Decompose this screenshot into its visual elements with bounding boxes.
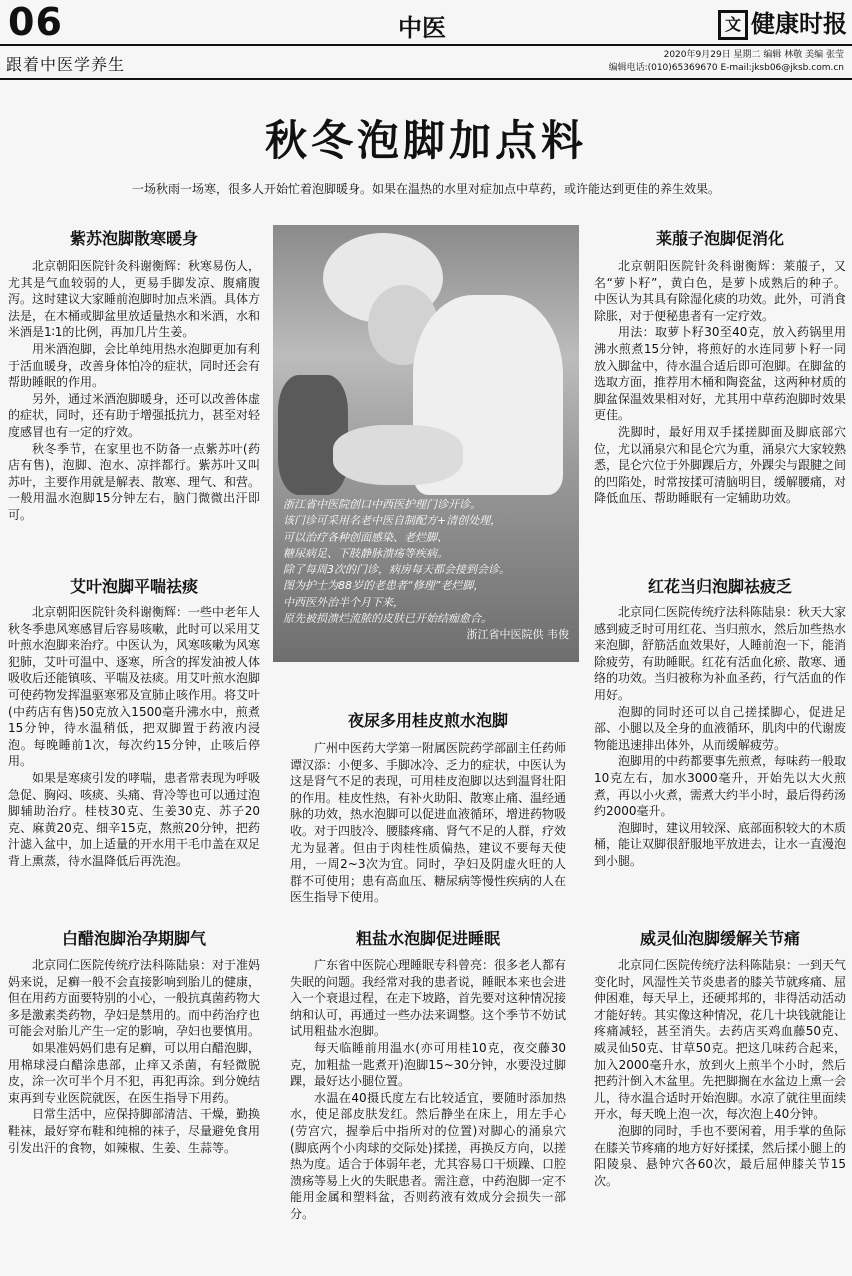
caption-line: 可以治疗各种创面感染、老烂脚、 [283, 530, 448, 544]
column-title: 跟着中医学养生 [6, 55, 126, 74]
paragraph: 如果是寒痰引发的哮喘，患者常表现为呼吸急促、胸闷、咳痰、头痛、背冷等也可以通过泡脚辅助治疗。桂枝30克、生姜30克、苏子20克、麻黄20克、细辛15克，熬煎20分钟，把药汁滤入盆中，加上适量的开水用干毛巾盖在双足背上熏蒸，待水温降低后再洗泡。 [8, 770, 261, 868]
paragraph: 北京朝阳医院针灸科谢衡辉：莱菔子，又名“萝卜籽”，黄白色，是萝卜成熟后的种子。中医认为其具有除湿化痰的功效。此外，可消食除胀，对于便秘患者有一定疗效。 [594, 259, 847, 323]
article-title: 粗盐水泡脚促进睡眠 [355, 929, 500, 948]
caption-line: 图为护士为88岁的老患者“修理”老烂脚， [283, 579, 485, 593]
paragraph: 北京朝阳医院针灸科谢衡辉：一些中老年人秋冬季患风寒感冒后容易咳嗽，此时可以采用艾叶煎水泡脚来治疗。中医认为，风寒咳嗽为风寒犯肺，艾叶可温中、逐寒，所含的挥发油被人体吸收后还能镇咳、平喘及祛痰。用艾叶煎水泡脚可使药物发挥温驱寒邪及宣肺止咳作用。将艾叶(中药店有售)50克放入1500毫升沸水中，煎煮15分钟，待水温稍低，把双脚置于药液内浸泡。每晚睡前1次，每次约15分钟，止咳后停用。 [8, 605, 261, 769]
photo-patient-leg [278, 375, 348, 495]
photo-caption [283, 497, 569, 644]
article-title: 艾叶泡脚平喘祛痰 [69, 577, 198, 596]
header-rule [0, 44, 852, 46]
logo-mark-icon: 文 [718, 10, 748, 40]
caption-line: 浙江省中医院创口中西医护理门诊开诊。 [283, 498, 481, 511]
article-body [8, 604, 260, 870]
photo-credit: 浙江省中医院供 韦俊 [466, 628, 569, 642]
photo-gauze [333, 425, 463, 485]
paragraph: 每天临睡前用温水(亦可用桂10克，夜交藤30克，加粗盐一匙煮开)泡脚15~30分钟，水要没过脚踝，最好达小腿位置。 [290, 1040, 566, 1089]
article-body [594, 604, 846, 870]
paragraph: 泡脚时，建议用较深、底部面积较大的木质桶，能让双脚很舒服地平放进去，让水一直漫泡到小腿。 [594, 820, 847, 868]
paragraph: 广东省中医院心理睡眠专科曾亮：很多老人都有失眠的问题。我经常对我的患者说，睡眠本来也会进入一个衰退过程，在走下坡路，首先要对这种情况接纳和认可，再通过一些办法来调整。这个季节不妨试试用粗盐水泡脚。 [290, 958, 567, 1039]
issue-meta [609, 49, 844, 75]
article-body [594, 258, 846, 507]
subtitle: 一场秋雨一场寒，很多人开始忙着泡脚暖身。如果在温热的水里对症加点中草药，或许能达到更佳的养生效果。 [131, 182, 720, 196]
paragraph: 北京朝阳医院针灸科谢衡辉：秋寒易伤人，尤其是气血较弱的人，更易手脚发凉、腹痛腹泻。这时建议大家睡前泡脚时加点米酒。具体方法是，在木桶或脚盆里放适量热水和米酒，水和米酒是1∶1的比例，再加几片生姜。 [8, 259, 261, 340]
caption-line: 除了每周3次的门诊，病房每天都会接到会诊。 [283, 563, 510, 577]
paragraph: 用法：取萝卜籽30至40克，放入药锅里用沸水煎煮15分钟，将煎好的水连同萝卜籽一同放入脚盆中，待水温合适后即可泡脚。在脚盆的选取方面，推荐用木桶和陶瓷盆，这两种材质的脚盆保温效果相对好，尤其用中草药泡脚时效果更佳。 [594, 325, 847, 423]
paragraph: 泡脚用的中药都要事先煎煮，每味药一般取10克左右，加水3000毫升，开始先以大火煎煮，再以小火煮，需煮大约半小时，最后得药汤约2000毫升。 [594, 754, 847, 819]
section-title: 中医 [398, 14, 446, 42]
article-title: 红花当归泡脚祛疲乏 [647, 577, 792, 596]
paragraph: 泡脚的同时还可以自己搓揉脚心，促进足部、小腿以及全身的血液循环，肌肉中的代谢废物能迅速排出体外，从而缓解疲劳。 [594, 704, 847, 752]
article-body [594, 957, 846, 1189]
article-title: 紫苏泡脚散寒暖身 [69, 229, 198, 248]
issue-contact: 编辑电话:(010)65369670 E-mail:jksb06@jksb.com.cn [608, 63, 844, 73]
article-body [8, 258, 260, 524]
caption-line: 中西医外治半个月下来， [283, 595, 404, 609]
article-title: 白醋泡脚治孕期脚气 [61, 929, 206, 948]
paragraph: 水温在40摄氏度左右比较适宜，要随时添加热水，使足部皮肤发红。然后静坐在床上，用左手心(劳宫穴，握拳后中指所对的位置)对脚心的涌泉穴(脚底两个小肉球的交际处)揉搓，再换反方向，以搓热为度。适合于体弱年老，尤其容易口干烦躁、口腔溃疡等易上火的失眠患者。需注意，中药泡脚一定不能用金属和塑料盆，否则药液有效成分会损失一部分。 [290, 1090, 567, 1221]
paragraph: 广州中医药大学第一附属医院药学部副主任药师谭汉添：小便多、手脚冰冷、乏力的症状，中医认为这是肾气不足的表现，可用桂皮泡脚以达到温肾壮阳的作用。桂皮性热，有补火助阳、散寒止痛、温经通脉的功效，热水泡脚可以促进血液循环，增进药物吸收。对于四肢冷、腰膝疼痛、肾气不足的人群，疗效尤为显著。但由于肉桂性质偏热，建议不要每天使用，一周2~3次为宜。同时，孕妇及阴虚火旺的人群不可使用；患有高血压、糖尿病等慢性疾病的人在医生指导下使用。 [290, 741, 567, 905]
article-body [290, 957, 566, 1223]
news-photo [273, 225, 579, 662]
article-title: 莱菔子泡脚促消化 [655, 229, 784, 248]
newspaper-logo [718, 4, 847, 40]
caption-line: 糖尿病足、下肢静脉溃疡等疾病。 [283, 546, 448, 560]
paragraph: 另外，通过米酒泡脚暖身，还可以改善体虚的症状，同时，还有助于增强抵抗力，甚至对轻度感冒也有一定的疗效。 [8, 391, 261, 439]
paragraph: 北京同仁医院传统疗法科陈陆泉：秋天大家感到疲乏时可用红花、当归煎水，然后加些热水来泡脚，舒筋活血效果好，人睡前泡一下，能消除疲劳，有助睡眠。红花有活血化瘀、散寒、通络的功效。当归被称为补血圣药，行气活血的作用好。 [594, 605, 847, 702]
paragraph: 北京同仁医院传统疗法科陈陆泉：一到天气变化时，风湿性关节炎患者的膝关节就疼痛、屈伸困难，每天早上，还硬邦邦的，非得活动活动才能好转。其实像这种情况，花几十块钱就能让疼痛减轻，甚至消失。去药店买鸡血藤50克、威灵仙50克、甘草50克。把这几味药合起来，加入2000毫升水，放到火上煎半个小时，然后把药汁倒入木盆里。先把脚搁在水盆边上熏一会儿，待水温合适时开始泡脚。水凉了就往里面续开水，每天晚上泡一次，每次泡上40分钟。 [594, 958, 847, 1122]
article-title: 夜尿多用桂皮煎水泡脚 [347, 711, 508, 730]
caption-line: 该门诊可采用名老中医自制配方+清创处理， [283, 514, 502, 528]
paragraph: 日常生活中，应保持脚部清洁、干燥，勤换鞋袜，最好穿布鞋和纯棉的袜子，尽量避免食用引发出汗的食物，如辣椒、生姜、生蒜等。 [8, 1107, 261, 1155]
article-body [8, 957, 260, 1156]
article-body [290, 740, 566, 906]
issue-date-editors: 2020年9月29日 星期二 编辑 林敬 美编 张莹 [663, 50, 844, 60]
caption-line: 原先被损溃烂流脓的皮肤已开始结痂愈合。 [283, 612, 492, 626]
paragraph: 泡脚的同时，手也不要闲着，用手掌的鱼际在膝关节疼痛的地方好好揉揉，然后揉小腿上的阳陵泉、悬钟穴各60次，最后屈伸膝关节15次。 [594, 1123, 847, 1188]
paragraph: 如果准妈妈们患有足癣，可以用白醋泡脚，用棉球浸白醋涂患部，止痒又杀菌，有轻微脱皮，涂一次可半个月不犯，再犯再涂。到分娩结束再到专业医院就医，在医生指导下用药。 [8, 1040, 261, 1105]
paragraph: 洗脚时，最好用双手揉搓脚面及脚底部穴位，尤以涌泉穴和昆仑穴为重，涌泉穴大家较熟悉，昆仑穴位于外脚踝后方，外踝尖与跟腱之间的凹陷处，时常按揉可清脑明目，缓解腰痛，对降低血压、帮助睡眠有一定辅助功效。 [594, 424, 847, 506]
paragraph: 北京同仁医院传统疗法科陈陆泉：对于准妈妈来说，足癣一般不会直接影响到胎儿的健康，但在用药方面要特别的小心，一般抗真菌药物大多是激素类药物，孕妇是禁用的。而中药治疗也可能会对胎儿产生一定的影响，孕妇也要慎用。 [8, 958, 261, 1039]
headline: 秋冬泡脚加点料 [264, 116, 587, 165]
header-rule-bottom [0, 78, 852, 80]
paragraph: 秋冬季节，在家里也不防备一点紫苏叶(药店有售)，泡脚、泡水、凉拌都行。紫苏叶又叫苏叶，主要作用就是解表、散寒、理气、和营。一般用温水泡脚15分钟左右，脑门微微出汗即可。 [8, 441, 261, 522]
logo-text: 健康时报 [751, 9, 847, 38]
page-number: 06 [8, 0, 63, 44]
article-title: 威灵仙泡脚缓解关节痛 [639, 929, 800, 948]
paragraph: 用米酒泡脚，会比单纯用热水泡脚更加有利于活血暖身，改善身体怕冷的症状，同时还会有帮助睡眠的作用。 [8, 341, 261, 390]
